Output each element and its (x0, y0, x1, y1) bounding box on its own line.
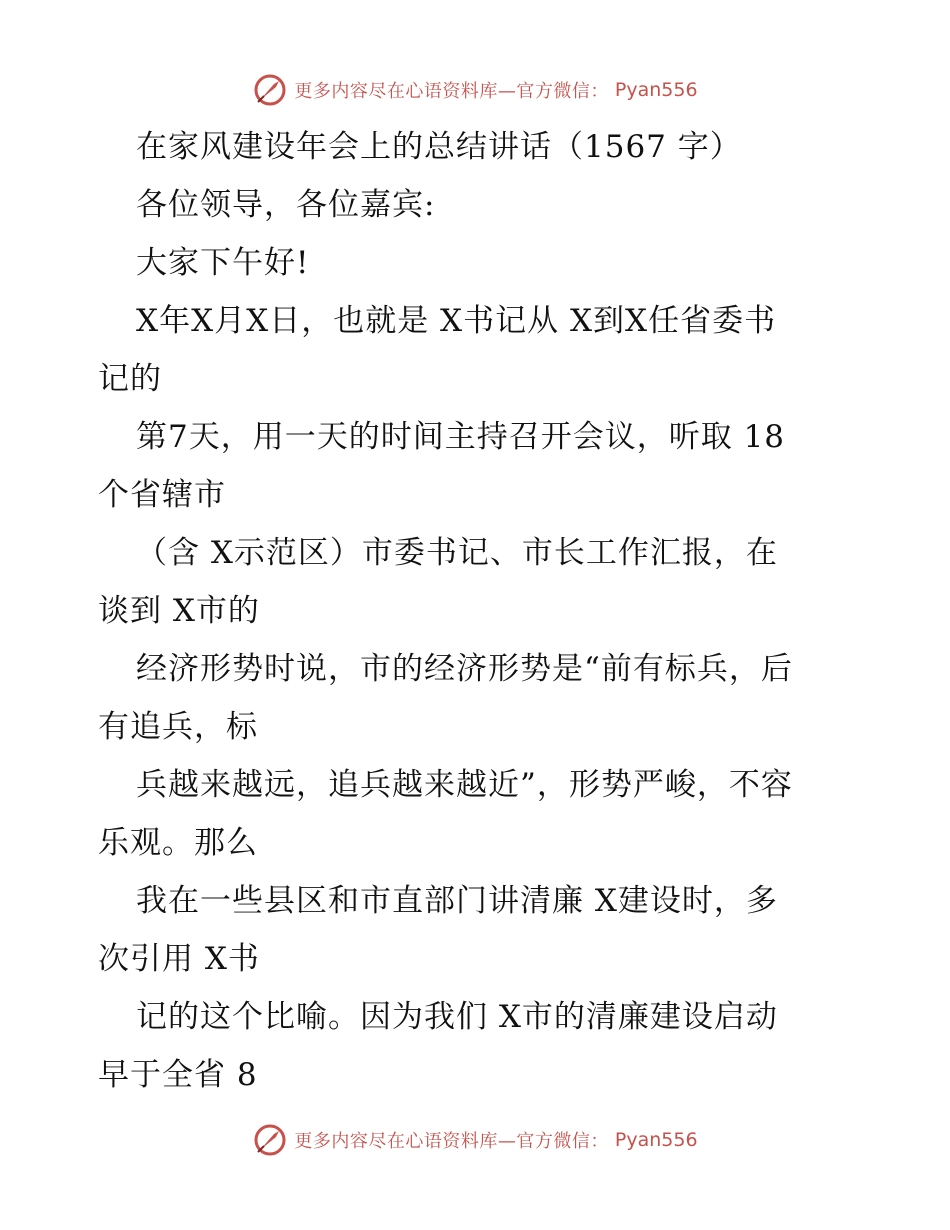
watermark-text: 更多内容尽在心语资料库—官方微信： (294, 81, 609, 102)
paragraph-line (98, 292, 868, 350)
line-continuation: 乐观。那么 (98, 825, 258, 861)
paragraph-line (98, 872, 868, 930)
line-first: 经济形势时说，市的经济形势是“前有标兵，后 (136, 651, 793, 687)
line-continuation: 次引用 X书 (98, 941, 260, 977)
line-continuation: 个省辖市 (98, 477, 226, 513)
paragraph-line (98, 640, 868, 698)
document-body (98, 118, 868, 1104)
document-title: 在家风建设年会上的总结讲话（1567 字） (136, 129, 742, 165)
line-first: 第7天，用一天的时间主持召开会议，听取 18 (136, 419, 786, 455)
paragraph-line (98, 988, 868, 1046)
line-continuation: 早于全省 8 (98, 1057, 258, 1093)
pen-logo-icon (252, 1122, 288, 1158)
salutation: 各位领导，各位嘉宾: (136, 187, 436, 223)
greeting: 大家下午好! (136, 245, 310, 281)
line-first: 我在一些县区和市直部门讲清廉 X建设时，多 (136, 883, 778, 919)
watermark-handle: Pyan556 (614, 79, 698, 101)
paragraph-line (98, 524, 868, 582)
line-first: 兵越来越远，追兵越来越近”，形势严峻，不容 (136, 767, 793, 803)
line-first: X年X月X日，也就是 X书记从 X到X任省委书 (136, 303, 777, 339)
paragraph-line (98, 756, 868, 814)
footer-watermark (0, 1120, 950, 1160)
header-watermark (0, 70, 950, 110)
line-first: （含 X示范区）市委书记、市长工作汇报，在 (136, 535, 778, 571)
line-first: 记的这个比喻。因为我们 X市的清廉建设启动 (136, 999, 778, 1035)
paragraph-line (98, 408, 868, 466)
line-continuation: 记的 (98, 361, 162, 397)
line-continuation: 谈到 X市的 (98, 593, 260, 629)
line-continuation: 有追兵，标 (98, 709, 258, 745)
pen-logo-icon (252, 72, 288, 108)
watermark-text: 更多内容尽在心语资料库—官方微信： (294, 1131, 609, 1152)
watermark-handle: Pyan556 (614, 1129, 698, 1151)
